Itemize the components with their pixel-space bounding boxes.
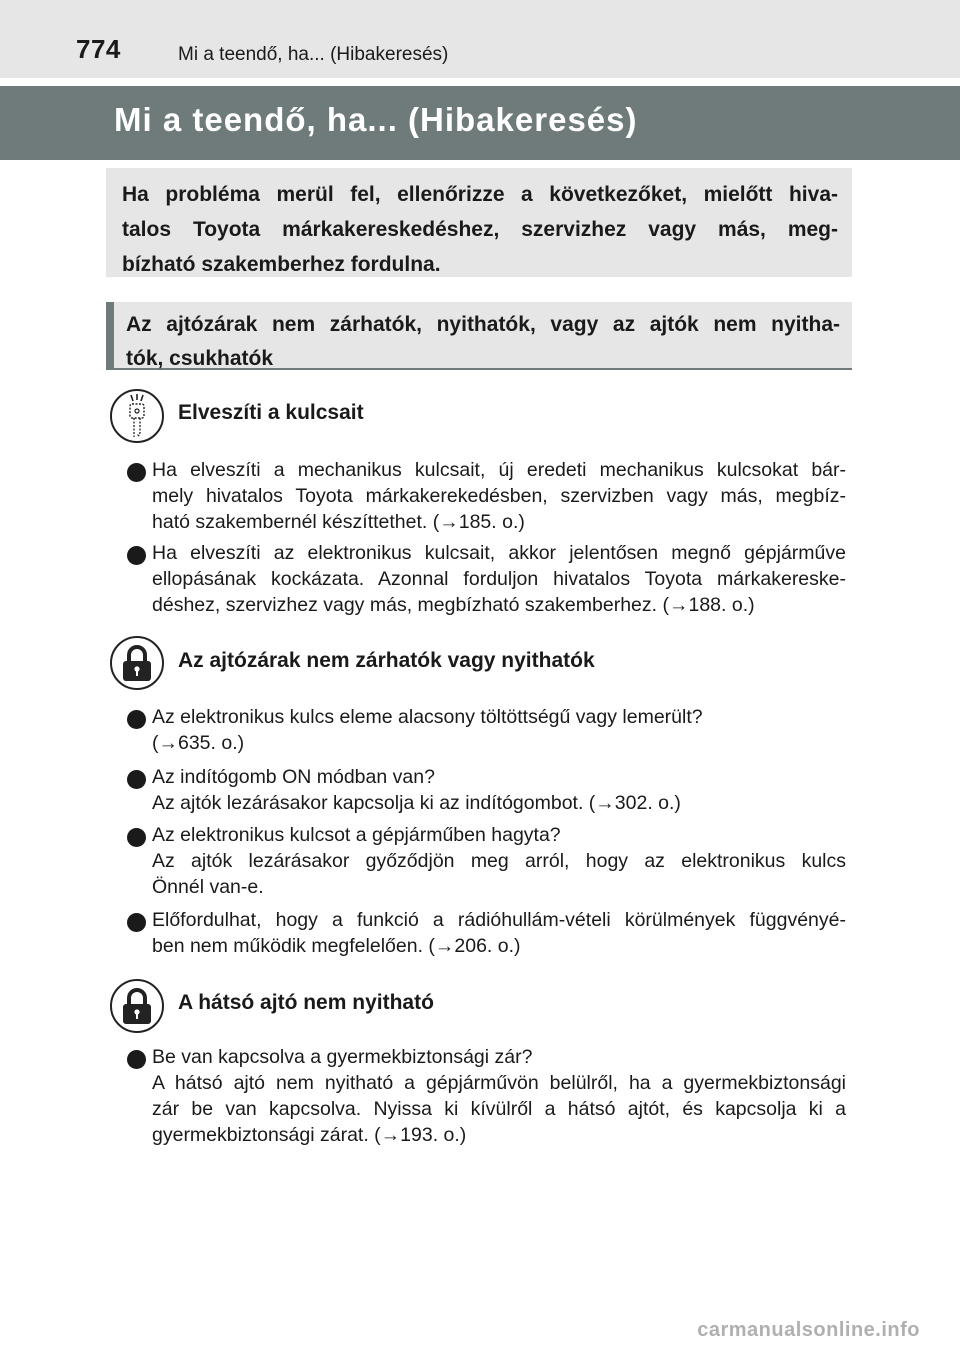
bullet-dot [127, 463, 146, 482]
list-item [152, 540, 846, 618]
intro-line: bízható szakemberhez fordulna. [122, 253, 441, 276]
lock-icon [110, 979, 164, 1033]
running-title: Mi a teendő, ha... (Hibakeresés) [178, 44, 449, 65]
list-item-line: A hátsó ajtó nem nyitható a gépjárművön belülről, ha a gyermekbiztonsági [152, 1072, 846, 1094]
bullet-dot [127, 770, 146, 789]
section-heading-line: tók, csukhatók [126, 347, 274, 370]
bullet-dot [127, 1050, 146, 1069]
list-item-line: ható szakembernél készíttethet. (→185. o.) [152, 511, 525, 533]
list-item [152, 764, 846, 816]
watermark: carmanualsonline.info [697, 1319, 920, 1341]
list-item-line: déshez, szervizhez vagy más, megbízható szakemberhez. (→188. o.) [152, 594, 755, 616]
list-item-line: zár be van kapcsolva. Nyissa ki kívülről a hátsó ajtót, és kapcsolja ki a [152, 1098, 846, 1120]
bullet-dot [127, 828, 146, 847]
list-item [152, 457, 846, 535]
bullet-dot [127, 710, 146, 729]
section-heading [106, 302, 852, 370]
bullet-dot [127, 913, 146, 932]
list-item-line: Ha elveszíti a mechanikus kulcsait, új eredeti mechanikus kulcsokat bár- [152, 459, 846, 481]
list-item-line: Ha elveszíti az elektronikus kulcsait, akkor jelentősen megnő gépjárműve [152, 542, 846, 564]
header-bar [0, 0, 960, 78]
subsection-title: Elveszíti a kulcsait [178, 401, 364, 424]
list-item [152, 907, 846, 959]
list-item [152, 1044, 846, 1148]
page-number: 774 [76, 34, 121, 64]
list-item-line: Az elektronikus kulcs eleme alacsony töltöttségű vagy lemerült? [152, 706, 703, 728]
subsection-title: A hátsó ajtó nem nyitható [178, 991, 434, 1014]
intro-box [106, 168, 852, 277]
section-heading-line: Az ajtózárak nem zárhatók, nyithatók, vagy az ajtók nem nyitha- [126, 313, 840, 336]
list-item-line: Az ajtók lezárásakor győződjön meg arról, hogy az elektronikus kulcs [152, 850, 846, 872]
list-item-line: Az ajtók lezárásakor kapcsolja ki az indítógombot. (→302. o.) [152, 792, 681, 814]
list-item-line: ben nem működik megfelelően. (→206. o.) [152, 935, 521, 957]
list-item-line: Önnél van-e. [152, 876, 264, 898]
list-item [152, 704, 846, 756]
list-item-line: ellopásának kockázata. Azonnal forduljon hivatalos Toyota márkakereske- [152, 568, 846, 590]
page-title: Mi a teendő, ha... (Hibakeresés) [114, 101, 638, 138]
list-item-line: Az elektronikus kulcsot a gépjárműben hagyta? [152, 824, 561, 846]
list-item-line: (→635. o.) [152, 732, 245, 754]
list-item [152, 822, 846, 900]
list-item-line: Előfordulhat, hogy a funkció a rádióhullám-vételi körülmények függvényé- [152, 909, 846, 931]
intro-line: Ha probléma merül fel, ellenőrizze a következőket, mielőtt hiva- [122, 183, 838, 206]
lock-icon [110, 636, 164, 690]
list-item-line: Az indítógomb ON módban van? [152, 766, 435, 788]
list-item-line: Be van kapcsolva a gyermekbiztonsági zár? [152, 1046, 533, 1068]
bullet-dot [127, 546, 146, 565]
intro-line: talos Toyota márkakereskedéshez, szervizhez vagy más, meg- [122, 218, 838, 241]
key-icon [110, 389, 164, 443]
subsection-title: Az ajtózárak nem zárhatók vagy nyithatók [178, 649, 595, 672]
list-item-line: mely hivatalos Toyota márkakerekedésben, szervizben vagy más, megbíz- [152, 485, 846, 507]
list-item-line: gyermekbiztonsági zárat. (→193. o.) [152, 1124, 467, 1146]
